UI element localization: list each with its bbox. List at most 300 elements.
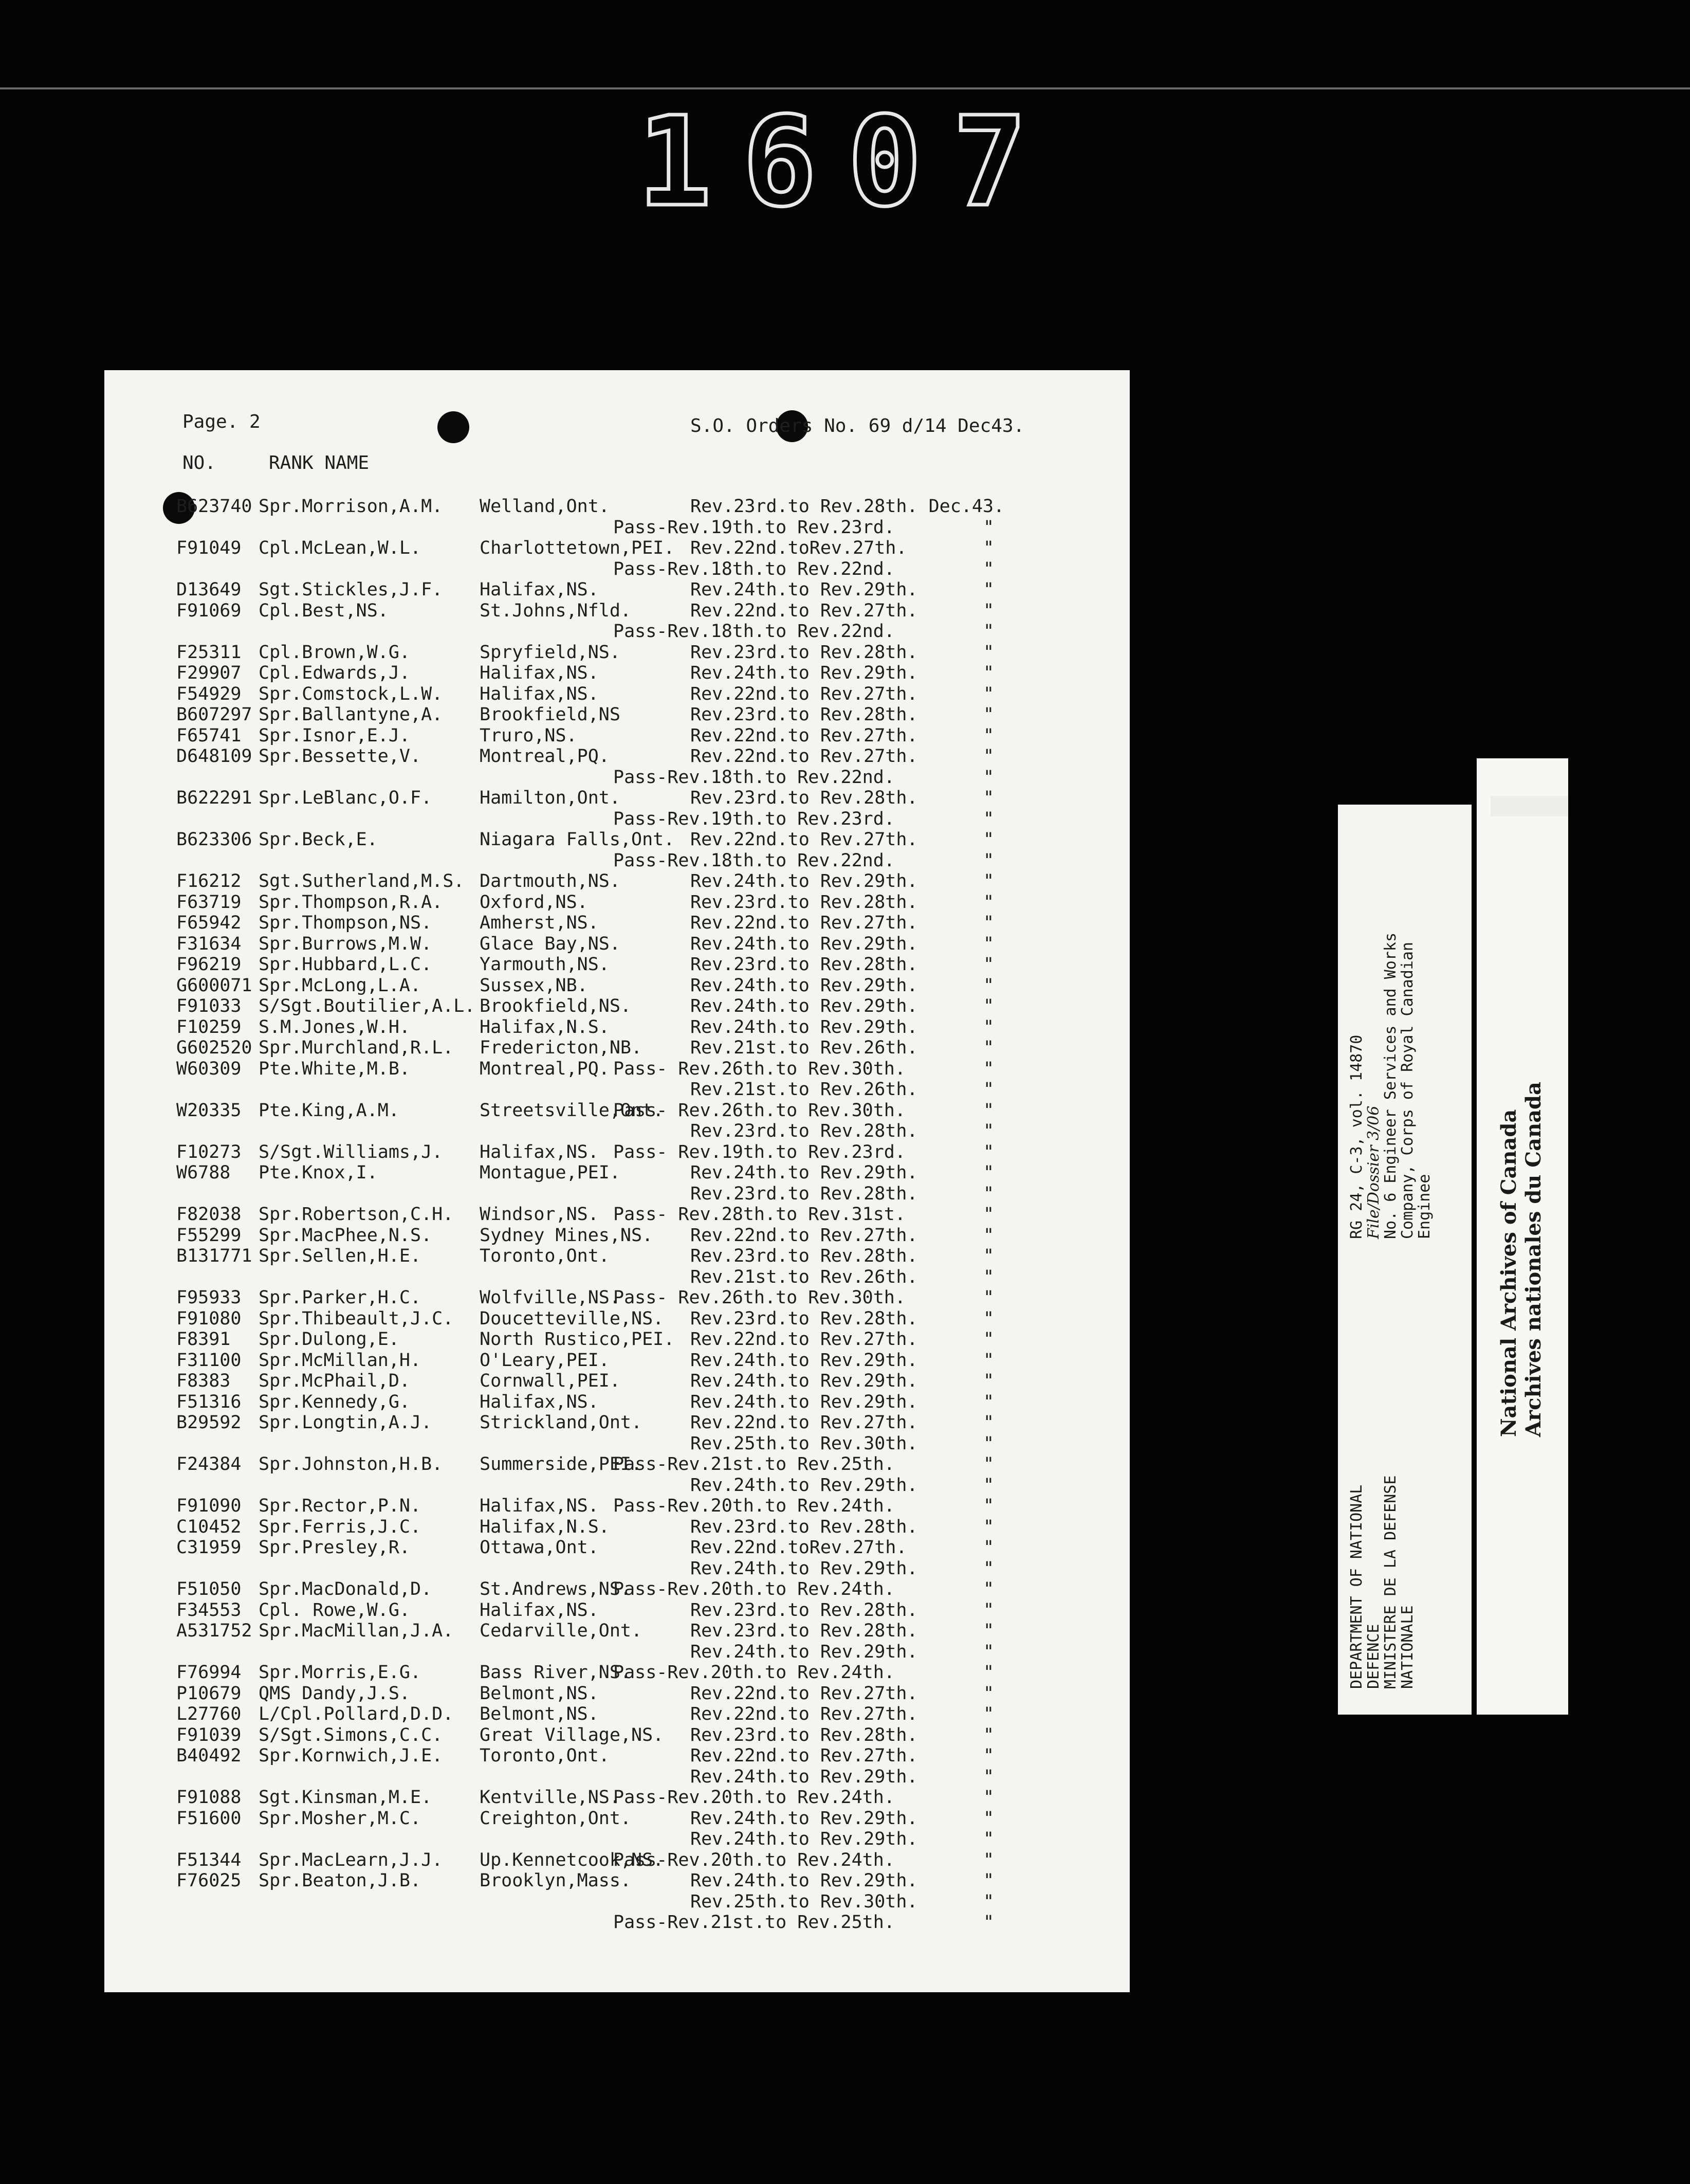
service-number: B40492 xyxy=(176,1745,242,1766)
service-number: F10259 xyxy=(176,1016,242,1038)
page-label: Page. 2 xyxy=(182,411,261,432)
table-row xyxy=(104,704,1130,725)
table-row xyxy=(104,1912,1130,1933)
table-row xyxy=(104,1725,1130,1745)
service-number: F96219 xyxy=(176,954,242,975)
service-number: F65741 xyxy=(176,725,242,746)
service-number: F29907 xyxy=(176,663,242,683)
ditto-mark: " xyxy=(983,933,995,954)
leave-dates: Rev.22nd.to Rev.27th. xyxy=(690,913,918,933)
leave-dates: Rev.23rd.to Rev.28th. xyxy=(690,1599,918,1621)
table-row xyxy=(104,1475,1130,1496)
ditto-mark: " xyxy=(983,704,995,725)
ditto-mark: " xyxy=(983,829,995,850)
ditto-mark: " xyxy=(983,1100,995,1121)
ditto-mark: " xyxy=(983,746,995,767)
home-town: Montreal,PQ. xyxy=(480,1058,610,1079)
home-town: O'Leary,PEI. xyxy=(480,1350,610,1371)
table-row xyxy=(104,1808,1130,1829)
ditto-mark: " xyxy=(983,1870,995,1891)
home-town: St.Andrews,NS. xyxy=(480,1579,632,1599)
ditto-mark: " xyxy=(983,1433,995,1454)
reference-line-1: RG 24, C-3, vol. 14870 xyxy=(1348,1034,1366,1239)
ditto-mark: " xyxy=(983,1246,995,1266)
leave-dates: Rev.24th.to Rev.29th. xyxy=(690,1870,918,1891)
service-number: F31100 xyxy=(176,1350,242,1371)
leave-dates: Rev.25th.to Rev.30th. xyxy=(690,1433,918,1454)
reference-line-5: Enginee xyxy=(1416,1174,1434,1239)
ditto-mark: " xyxy=(983,1391,995,1412)
reference-line-2: File/Dossier 3/06 xyxy=(1365,1105,1383,1239)
reference-line-4: Company, Corps of Royal Canadian xyxy=(1399,942,1417,1239)
leave-dates: Pass-Rev.20th.to Rev.24th. xyxy=(613,1662,895,1683)
leave-dates: Rev.23rd.to Rev.28th. Dec.43. xyxy=(690,496,1005,517)
service-number: D13649 xyxy=(176,579,242,600)
service-number: C31959 xyxy=(176,1537,242,1558)
leave-dates: Pass-Rev.21st.to Rev.25th. xyxy=(613,1454,895,1475)
service-number: F51050 xyxy=(176,1579,242,1599)
table-row xyxy=(104,1683,1130,1704)
ditto-mark: " xyxy=(983,1058,995,1079)
home-town: North Rustico,PEI. xyxy=(480,1329,675,1350)
home-town: Doucetteville,NS. xyxy=(480,1308,664,1329)
leave-dates: Rev.24th.to Rev.29th. xyxy=(690,871,918,891)
table-row xyxy=(104,1891,1130,1912)
service-number: F51344 xyxy=(176,1849,242,1870)
service-number: F16212 xyxy=(176,871,242,891)
leave-dates: Rev.24th.to Rev.29th. xyxy=(690,1350,918,1371)
home-town: Halifax,NS. xyxy=(480,1141,599,1162)
rank-name: Spr.LeBlanc,O.F. xyxy=(259,788,432,808)
ditto-mark: " xyxy=(983,808,995,829)
home-town: Dartmouth,NS. xyxy=(480,871,620,891)
home-town: Halifax,NS. xyxy=(480,1599,599,1621)
leave-dates: Pass- Rev.19th.to Rev.23rd. xyxy=(613,1141,906,1162)
table-row xyxy=(104,1121,1130,1141)
rank-name: Spr.Parker,H.C. xyxy=(259,1287,421,1308)
ditto-mark: " xyxy=(983,1704,995,1724)
rank-name: Spr.Dulong,E. xyxy=(259,1329,399,1350)
home-town: Bass River,NS. xyxy=(480,1662,632,1683)
table-row xyxy=(104,1517,1130,1537)
leave-dates: Rev.22nd.to Rev.27th. xyxy=(690,829,918,850)
leave-dates: Pass-Rev.18th.to Rev.22nd. xyxy=(613,767,895,788)
ditto-mark: " xyxy=(983,1683,995,1704)
rank-name: Pte.Knox,I. xyxy=(259,1162,378,1183)
department-line-4: NATIONALE xyxy=(1399,1605,1417,1689)
leave-dates: Rev.22nd.to Rev.27th. xyxy=(690,1329,918,1350)
service-number: L27760 xyxy=(176,1704,242,1724)
table-row xyxy=(104,1204,1130,1225)
rank-name: Pte.White,M.B. xyxy=(259,1058,411,1079)
ditto-mark: " xyxy=(983,1141,995,1162)
table-row xyxy=(104,1017,1130,1038)
ditto-mark: " xyxy=(983,1266,995,1287)
service-number: F24384 xyxy=(176,1454,242,1475)
home-town: Halifax,NS. xyxy=(480,579,599,600)
ditto-mark: " xyxy=(983,913,995,933)
leave-dates: Rev.23rd.to Rev.28th. xyxy=(690,1183,918,1204)
document-page xyxy=(104,370,1130,1992)
rank-name: Spr.Presley,R. xyxy=(259,1537,411,1558)
ditto-mark: " xyxy=(983,1787,995,1808)
leave-dates: Rev.22nd.to Rev.27th. xyxy=(690,725,918,746)
table-row xyxy=(104,1392,1130,1412)
rank-name: S/Sgt.Williams,J. xyxy=(259,1141,443,1162)
archive-strip-tab xyxy=(1491,796,1568,816)
home-town: Cedarville,Ont. xyxy=(480,1621,642,1641)
rank-name: Sgt.Stickles,J.F. xyxy=(259,579,443,600)
home-town: Summerside,PEI. xyxy=(480,1454,642,1475)
home-town: Hamilton,Ont. xyxy=(480,788,620,808)
home-town: Montreal,PQ. xyxy=(480,746,610,767)
ditto-mark: " xyxy=(983,996,995,1016)
rank-name: S/Sgt.Simons,C.C. xyxy=(259,1724,443,1745)
leave-dates: Pass- Rev.26th.to Rev.30th. xyxy=(613,1287,906,1308)
leave-dates: Rev.24th.to Rev.29th. xyxy=(690,1829,918,1849)
rank-name: Spr.Kennedy,G. xyxy=(259,1391,411,1412)
home-town: Montague,PEI. xyxy=(480,1162,620,1183)
home-town: Halifax,NS. xyxy=(480,663,599,683)
ditto-mark: " xyxy=(983,1537,995,1558)
ditto-mark: " xyxy=(983,1641,995,1662)
service-number: F91080 xyxy=(176,1308,242,1329)
leave-dates: Rev.24th.to Rev.29th. xyxy=(690,663,918,683)
rank-name: Spr.McPhail,D. xyxy=(259,1371,411,1391)
rank-name: Spr.Ferris,J.C. xyxy=(259,1516,421,1537)
table-row xyxy=(104,1850,1130,1870)
service-number: G600071 xyxy=(176,975,252,996)
table-row xyxy=(104,621,1130,642)
service-number: F25311 xyxy=(176,642,242,663)
service-number: B622291 xyxy=(176,788,252,808)
home-town: Niagara Falls,Ont. xyxy=(480,829,675,850)
ditto-mark: " xyxy=(983,1204,995,1225)
table-row xyxy=(104,1787,1130,1808)
service-number: B623740 xyxy=(176,496,252,517)
table-row xyxy=(104,1433,1130,1454)
rank-name: Spr.Bessette,V. xyxy=(259,746,421,767)
rank-name: Spr.Thompson,R.A. xyxy=(259,891,443,913)
ditto-mark: " xyxy=(983,1038,995,1058)
leave-dates: Rev.24th.to Rev.29th. xyxy=(690,1391,918,1412)
service-number: F76025 xyxy=(176,1870,242,1891)
service-number: G602520 xyxy=(176,1038,252,1058)
ditto-mark: " xyxy=(983,1475,995,1496)
ditto-mark: " xyxy=(983,1849,995,1870)
rank-name: Spr.MacPhee,N.S. xyxy=(259,1225,432,1246)
table-row xyxy=(104,725,1130,746)
ditto-mark: " xyxy=(983,621,995,642)
leave-dates: Rev.24th.to Rev.29th. xyxy=(690,1766,918,1787)
ditto-mark: " xyxy=(983,1766,995,1787)
ditto-mark: " xyxy=(983,579,995,600)
service-number: F95933 xyxy=(176,1287,242,1308)
ditto-mark: " xyxy=(983,558,995,579)
rank-name: Spr.Thompson,NS. xyxy=(259,913,432,933)
home-town: Toronto,Ont. xyxy=(480,1246,610,1266)
archive-strip xyxy=(1477,758,1568,1715)
ditto-mark: " xyxy=(983,1808,995,1829)
service-number: F91090 xyxy=(176,1496,242,1516)
home-town: Great Village,NS. xyxy=(480,1724,664,1745)
rank-name: Cpl.McLean,W.L. xyxy=(259,538,421,558)
rank-name: Sgt.Sutherland,M.S. xyxy=(259,871,465,891)
table-row xyxy=(104,684,1130,704)
leave-dates: Pass-Rev.20th.to Rev.24th. xyxy=(613,1496,895,1516)
leave-dates: Rev.22nd.to Rev.27th. xyxy=(690,1412,918,1433)
service-number: B623306 xyxy=(176,829,252,850)
rank-name: Cpl.Best,NS. xyxy=(259,600,389,621)
rank-name: Spr.Isnor,E.J. xyxy=(259,725,411,746)
table-row xyxy=(104,1038,1130,1058)
rank-name: Spr.McMillan,H. xyxy=(259,1350,421,1371)
table-row xyxy=(104,1454,1130,1475)
table-row xyxy=(104,538,1130,558)
rank-name: Spr.Thibeault,J.C. xyxy=(259,1308,454,1329)
table-row xyxy=(104,1162,1130,1183)
orders-reference: S.O. Orders No. 69 d/14 Dec43. xyxy=(690,415,1025,436)
leave-dates: Rev.24th.to Rev.29th. xyxy=(690,1016,918,1038)
ditto-mark: " xyxy=(983,1350,995,1371)
ditto-mark: " xyxy=(983,1329,995,1350)
home-town: Amherst,NS. xyxy=(480,913,599,933)
home-town: Up.Kennetcook,NS. xyxy=(480,1849,664,1870)
rank-name: Spr.Rector,P.N. xyxy=(259,1496,421,1516)
service-number: F91069 xyxy=(176,600,242,621)
table-row xyxy=(104,1745,1130,1766)
ditto-mark: " xyxy=(983,871,995,891)
ditto-mark: " xyxy=(983,1121,995,1141)
home-town: Belmont,NS. xyxy=(480,1683,599,1704)
leave-dates: Pass- Rev.26th.to Rev.30th. xyxy=(613,1058,906,1079)
table-row xyxy=(104,975,1130,996)
home-town: Halifax,N.S. xyxy=(480,1516,610,1537)
table-row xyxy=(104,1308,1130,1329)
archive-name-french: Archives nationales du Canada xyxy=(1521,1082,1546,1437)
table-row xyxy=(104,809,1130,829)
rank-name: Spr.MacLearn,J.J. xyxy=(259,1849,443,1870)
leave-dates: Pass-Rev.20th.to Rev.24th. xyxy=(613,1849,895,1870)
rank-name: Cpl. Rowe,W.G. xyxy=(259,1599,411,1621)
home-town: Creighton,Ont. xyxy=(480,1808,632,1829)
leave-dates: Rev.22nd.to Rev.27th. xyxy=(690,600,918,621)
ditto-mark: " xyxy=(983,891,995,913)
service-number: F63719 xyxy=(176,891,242,913)
ditto-mark: " xyxy=(983,767,995,788)
table-row xyxy=(104,746,1130,767)
service-number: W6788 xyxy=(176,1162,231,1183)
table-row xyxy=(104,934,1130,954)
ditto-mark: " xyxy=(983,1496,995,1516)
service-number: F54929 xyxy=(176,683,242,704)
leave-dates: Rev.23rd.to Rev.28th. xyxy=(690,1308,918,1329)
home-town: Halifax,NS. xyxy=(480,1391,599,1412)
table-row xyxy=(104,1246,1130,1266)
service-number: A531752 xyxy=(176,1621,252,1641)
service-number: F51600 xyxy=(176,1808,242,1829)
reference-line-3: No. 6 Engineer Services and Works xyxy=(1382,932,1400,1239)
table-row xyxy=(104,1079,1130,1100)
table-row xyxy=(104,850,1130,871)
service-number: F76994 xyxy=(176,1662,242,1683)
leave-dates: Rev.22nd.toRev.27th. xyxy=(690,1537,907,1558)
rank-name: Spr.Morris,E.G. xyxy=(259,1662,421,1683)
table-row xyxy=(104,600,1130,621)
home-town: Spryfield,NS. xyxy=(480,642,620,663)
rank-name: Spr.Morrison,A.M. xyxy=(259,496,443,517)
rank-name: Spr.Murchland,R.L. xyxy=(259,1038,454,1058)
rank-name: L/Cpl.Pollard,D.D. xyxy=(259,1704,454,1724)
table-row xyxy=(104,1329,1130,1350)
home-town: Halifax,NS. xyxy=(480,1496,599,1516)
ditto-mark: " xyxy=(983,1891,995,1912)
table-row xyxy=(104,829,1130,850)
ditto-mark: " xyxy=(983,1829,995,1849)
rank-name: Spr.Hubbard,L.C. xyxy=(259,954,432,975)
rank-name: Spr.Sellen,H.E. xyxy=(259,1246,421,1266)
ditto-mark: " xyxy=(983,642,995,663)
home-town: Wolfville,NS. xyxy=(480,1287,620,1308)
leave-dates: Rev.22nd.to Rev.27th. xyxy=(690,1745,918,1766)
home-town: Glace Bay,NS. xyxy=(480,933,620,954)
table-row xyxy=(104,642,1130,663)
service-number: F65942 xyxy=(176,913,242,933)
ditto-mark: " xyxy=(983,1183,995,1204)
service-number: B607297 xyxy=(176,704,252,725)
service-number: B131771 xyxy=(176,1246,252,1266)
column-header-no: NO. xyxy=(182,452,216,474)
table-row xyxy=(104,1267,1130,1287)
leave-dates: Rev.25th.to Rev.30th. xyxy=(690,1891,918,1912)
table-row xyxy=(104,559,1130,579)
table-row xyxy=(104,892,1130,913)
table-row xyxy=(104,1642,1130,1662)
table-row xyxy=(104,1059,1130,1079)
home-town: Halifax,N.S. xyxy=(480,1016,610,1038)
rank-name: Spr.Burrows,M.W. xyxy=(259,933,432,954)
ditto-mark: " xyxy=(983,1308,995,1329)
leave-dates: Rev.21st.to Rev.26th. xyxy=(690,1266,918,1287)
home-town: Brookfield,NS. xyxy=(480,996,632,1016)
leave-dates: Rev.23rd.to Rev.28th. xyxy=(690,788,918,808)
home-town: Yarmouth,NS. xyxy=(480,954,610,975)
service-number: W60309 xyxy=(176,1058,242,1079)
ditto-mark: " xyxy=(983,1454,995,1475)
ditto-mark: " xyxy=(983,850,995,871)
service-number: B29592 xyxy=(176,1412,242,1433)
rank-name: QMS Dandy,J.S. xyxy=(259,1683,411,1704)
rank-name: Spr.Comstock,L.W. xyxy=(259,683,443,704)
table-row xyxy=(104,788,1130,808)
home-town: Belmont,NS. xyxy=(480,1704,599,1724)
ditto-mark: " xyxy=(983,1371,995,1391)
leave-dates: Rev.22nd.toRev.27th. xyxy=(690,538,907,558)
rank-name: Cpl.Brown,W.G. xyxy=(259,642,411,663)
service-number: F91088 xyxy=(176,1787,242,1808)
table-row xyxy=(104,996,1130,1016)
rank-name: Spr.Beaton,J.B. xyxy=(259,1870,421,1891)
ditto-mark: " xyxy=(983,725,995,746)
ditto-mark: " xyxy=(983,975,995,996)
home-town: Sussex,NB. xyxy=(480,975,588,996)
table-row xyxy=(104,1579,1130,1599)
leave-dates: Rev.23rd.to Rev.28th. xyxy=(690,1516,918,1537)
home-town: Welland,Ont. xyxy=(480,496,610,517)
leave-dates: Rev.23rd.to Rev.28th. xyxy=(690,1246,918,1266)
home-town: Cornwall,PEI. xyxy=(480,1371,620,1391)
ditto-mark: " xyxy=(983,1745,995,1766)
ditto-mark: " xyxy=(983,1016,995,1038)
ditto-mark: " xyxy=(983,1516,995,1537)
leave-dates: Pass-Rev.21st.to Rev.25th. xyxy=(613,1912,895,1933)
rank-name: Spr.Longtin,A.J. xyxy=(259,1412,432,1433)
leave-dates: Pass- Rev.26th.to Rev.30th. xyxy=(613,1100,906,1121)
leave-dates: Rev.24th.to Rev.29th. xyxy=(690,1162,918,1183)
rank-name: Spr.McLong,L.A. xyxy=(259,975,421,996)
leave-dates: Pass-Rev.18th.to Rev.22nd. xyxy=(613,621,895,642)
ditto-mark: " xyxy=(983,1912,995,1933)
home-town: Halifax,NS. xyxy=(480,683,599,704)
rank-name: Sgt.Kinsman,M.E. xyxy=(259,1787,432,1808)
service-number: F8383 xyxy=(176,1371,231,1391)
table-row xyxy=(104,1704,1130,1724)
table-row xyxy=(104,1662,1130,1683)
service-number: W20335 xyxy=(176,1100,242,1121)
home-town: St.Johns,Nfld. xyxy=(480,600,632,621)
leave-dates: Pass-Rev.20th.to Rev.24th. xyxy=(613,1787,895,1808)
service-number: F8391 xyxy=(176,1329,231,1350)
leave-dates: Pass-Rev.20th.to Rev.24th. xyxy=(613,1579,895,1599)
ditto-mark: " xyxy=(983,1558,995,1579)
table-row xyxy=(104,1371,1130,1391)
home-town: Brooklyn,Mass. xyxy=(480,1870,632,1891)
punch-hole xyxy=(437,411,469,443)
table-row xyxy=(104,954,1130,975)
leave-dates: Rev.24th.to Rev.29th. xyxy=(690,1371,918,1391)
leave-dates: Rev.24th.to Rev.29th. xyxy=(690,1475,918,1496)
service-number: F82038 xyxy=(176,1204,242,1225)
department-line-2: DEFENCE xyxy=(1365,1624,1383,1689)
table-row xyxy=(104,1412,1130,1433)
table-row xyxy=(104,1350,1130,1371)
leave-dates: Pass-Rev.18th.to Rev.22nd. xyxy=(613,558,895,579)
column-header-rank-name: RANK NAME xyxy=(269,452,370,474)
rank-name: Spr.MacDonald,D. xyxy=(259,1579,432,1599)
rank-name: Spr.Ballantyne,A. xyxy=(259,704,443,725)
table-row xyxy=(104,1537,1130,1558)
rank-name: Pte.King,A.M. xyxy=(259,1100,399,1121)
home-town: Windsor,NS. xyxy=(480,1204,599,1225)
leave-dates: Rev.23rd.to Rev.28th. xyxy=(690,704,918,725)
ditto-mark: " xyxy=(983,1621,995,1641)
home-town: Strickland,Ont. xyxy=(480,1412,642,1433)
table-row xyxy=(104,1496,1130,1516)
home-town: Oxford,NS. xyxy=(480,891,588,913)
ditto-mark: " xyxy=(983,1162,995,1183)
service-number: F34553 xyxy=(176,1599,242,1621)
leave-dates: Rev.23rd.to Rev.28th. xyxy=(690,642,918,663)
home-town: Toronto,Ont. xyxy=(480,1745,610,1766)
table-row xyxy=(104,1100,1130,1121)
leave-dates: Rev.23rd.to Rev.28th. xyxy=(690,954,918,975)
ditto-mark: " xyxy=(983,1225,995,1246)
service-number: F10273 xyxy=(176,1141,242,1162)
table-row xyxy=(104,1829,1130,1849)
leave-dates: Rev.21st.to Rev.26th. xyxy=(690,1079,918,1100)
department-line-3: MINISTERE DE LA DEFENSE xyxy=(1382,1475,1400,1689)
table-row xyxy=(104,913,1130,933)
